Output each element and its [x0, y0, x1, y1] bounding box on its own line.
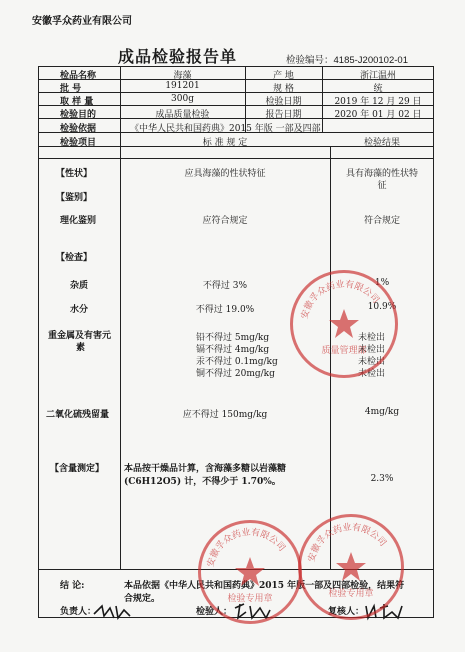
batch-label: 批 号: [60, 84, 82, 94]
inspection-seal-left: [198, 520, 302, 624]
basis-label: 检验依据: [60, 124, 97, 134]
origin-value: 浙江温州: [359, 71, 396, 81]
svg-text:安徽孚众药业有限公司: 安徽孚众药业有限公司: [307, 522, 388, 564]
appearance-result-cont: 征: [377, 181, 387, 191]
inspection-date-value: 2019 年 12 月 29 日: [334, 97, 422, 107]
moisture-standard: 不得过 19.0%: [195, 305, 255, 315]
spec-label: 规 格: [273, 84, 294, 94]
physchem-result: 符合规定: [363, 216, 400, 226]
spec-value: 统: [373, 84, 383, 94]
so2-result: 4mg/kg: [364, 407, 400, 417]
report-date-label: 报告日期: [265, 110, 302, 120]
purpose-label: 检验目的: [60, 110, 97, 120]
quality-dept-seal: [290, 270, 398, 378]
impurity-label: 杂质: [70, 281, 89, 291]
svg-text:安徽孚众药业有限公司: 安徽孚众药业有限公司: [206, 527, 287, 569]
moisture-result: 10.9%: [367, 302, 397, 312]
appearance-standard: 应具海藻的性状特征: [184, 169, 266, 179]
lead-standard: 铅不得过 5mg/kg: [196, 333, 270, 343]
conclusion-text-cont: 合规定。: [124, 594, 161, 604]
quantity-value: 300g: [171, 94, 194, 104]
purpose-value: 成品质量检验: [155, 110, 210, 120]
origin-label: 产 地: [273, 71, 294, 81]
svg-text:检验专用章: 检验专用章: [227, 594, 273, 604]
inspection-date-label: 检验日期: [265, 97, 302, 107]
report-title: 成品检验报告单: [117, 47, 237, 66]
responsible-label: 负责人：: [60, 607, 97, 617]
svg-text:检验专用章: 检验专用章: [328, 589, 374, 599]
quantity-label: 取 样 量: [60, 97, 94, 107]
result-header: 检验结果: [363, 138, 400, 148]
physchem-standard: 应符合规定: [202, 216, 248, 226]
physchem-label: 理化鉴别: [60, 216, 97, 226]
copper-result: 未检出: [358, 369, 386, 379]
inspection-seal-right: [298, 514, 404, 620]
company-name: 安徽孚众药业有限公司: [32, 16, 132, 27]
impurity-result: 1%: [374, 278, 390, 288]
cadmium-standard: 镉不得过 4mg/kg: [196, 345, 270, 355]
report-date-value: 2020 年 01 月 02 日: [334, 110, 422, 120]
svg-text:安徽孚众药业有限公司: 安徽孚众药业有限公司: [300, 279, 381, 321]
impurity-standard: 不得过 3%: [202, 281, 248, 291]
identification-label: 【鉴别】: [56, 193, 93, 203]
appearance-result: 具有海藻的性状特: [345, 169, 418, 179]
inspector-label: 检验人：: [196, 607, 233, 617]
heavy-metal-label-cont: 素: [76, 343, 86, 353]
product-label: 检品名称: [60, 71, 97, 81]
copper-standard: 铜不得过 20mg/kg: [196, 369, 275, 379]
conclusion-text: 本品依据《中华人民共和国药典》2015 年版一部及四部检验，结果符: [124, 581, 405, 591]
reviewer-label: 复核人：: [328, 607, 365, 617]
moisture-label: 水分: [70, 305, 89, 315]
assay-result: 2.3%: [370, 474, 394, 484]
assay-standard: 本品按干燥品计算，含海藻多糖以岩藻糖: [124, 464, 287, 474]
lead-result: 未检出: [358, 333, 386, 343]
item-header: 检验项目: [60, 138, 97, 148]
heavy-metal-label: 重金属及有害元: [48, 331, 112, 341]
so2-standard: 应不得过 150mg/kg: [182, 410, 268, 420]
conclusion-label: 结 论:: [60, 581, 85, 591]
check-label: 【检查】: [56, 253, 93, 263]
so2-label: 二氧化硫残留量: [46, 410, 110, 420]
svg-text:质量管理部: 质量管理部: [321, 346, 367, 356]
appearance-label: 【性状】: [56, 169, 93, 179]
assay-label: 【含量测定】: [50, 464, 105, 474]
mercury-standard: 汞不得过 0.1mg/kg: [196, 357, 278, 367]
basis-value: 《中华人民共和国药典》2015 年版 一部及四部: [130, 124, 321, 134]
responsible-signature: [92, 600, 132, 622]
product-value: 海藻: [173, 71, 192, 81]
standard-header: 标 准 规 定: [202, 138, 248, 148]
batch-value: 191201: [165, 81, 200, 91]
report-number: 检验编号：4185-J200102-01: [286, 55, 408, 66]
assay-standard-cont: (C6H12O5) 计，不得少于 1.70%。: [124, 477, 281, 487]
table-line: [38, 158, 434, 159]
mercury-result: 未检出: [358, 357, 386, 367]
cadmium-result: 未检出: [358, 345, 386, 355]
